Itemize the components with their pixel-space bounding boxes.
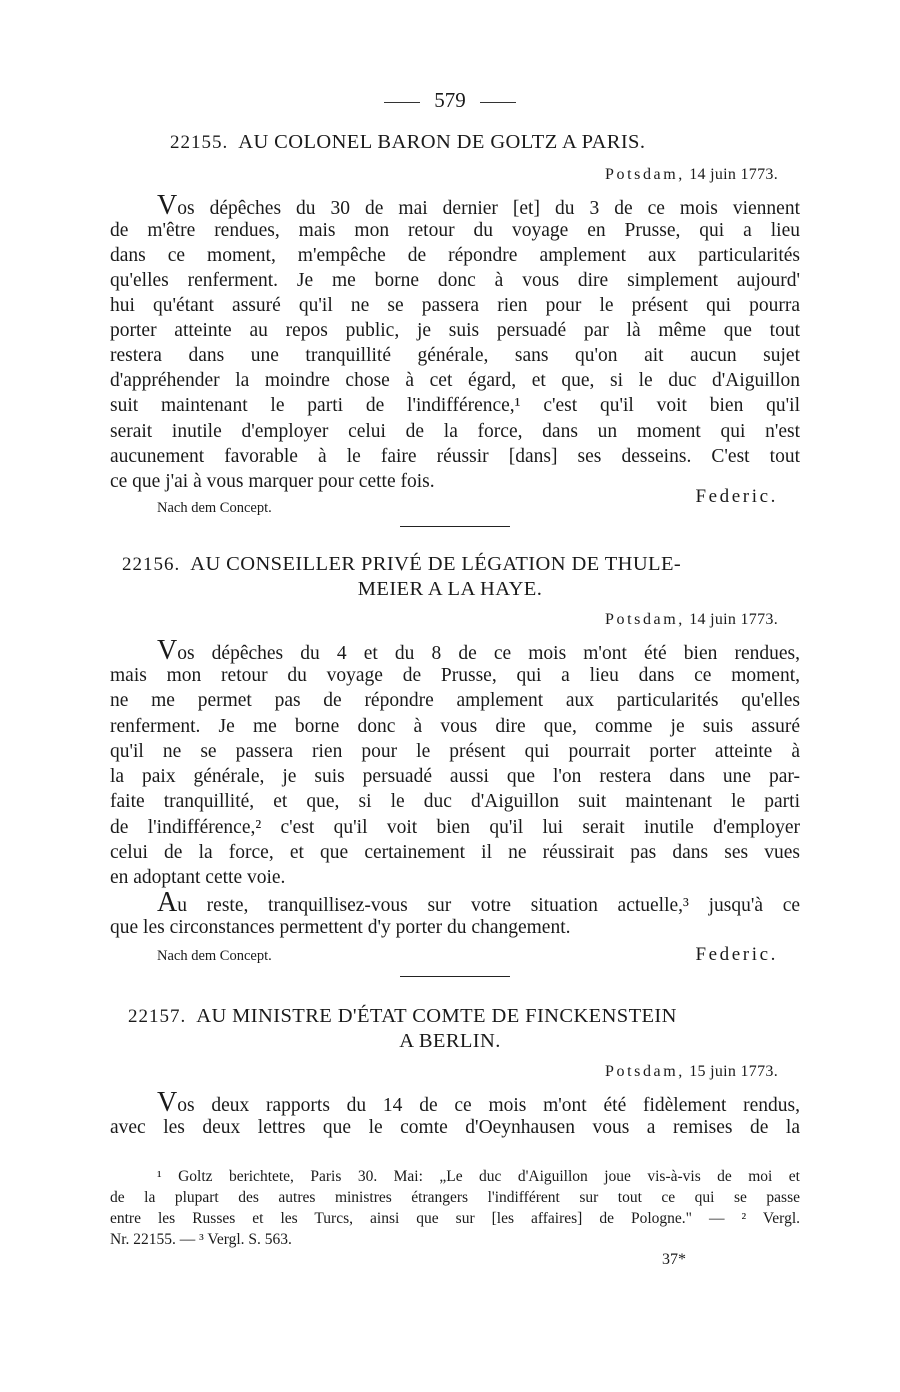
initial-capital: A — [157, 887, 178, 918]
paragraph-first-line: Vos dépêches du 4 et du 8 de ce mois m'ont été bien rendues, — [157, 635, 800, 666]
letter-number: 22156. — [122, 554, 181, 575]
paragraph-line: faite tranquillité, et que, si le duc d'Aiguillon suit maintenant le parti — [110, 791, 800, 812]
letter-place: Potsdam, — [604, 166, 685, 183]
page-number: 579 — [0, 88, 900, 113]
paragraph-last-line: que les circonstances permettent d'y porter du changement. — [110, 917, 571, 938]
initial-capital: V — [157, 635, 178, 666]
paragraph-first-line: Vos dépêches du 30 de mai dernier [et] du 3 de ce mois viennent — [157, 190, 800, 221]
paragraph-line: serait inutile d'employer celui de la force, dans un moment qui n'est — [110, 421, 800, 442]
paragraph-line: mais mon retour du voyage de Prusse, qui a lieu dans ce moment, — [110, 665, 800, 686]
letter-date: 14 juin 1773. — [689, 611, 778, 628]
source-note: Nach dem Concept. — [157, 948, 272, 964]
letter-title: AU MINISTRE D'ÉTAT COMTE DE FINCKENSTEIN — [196, 1005, 677, 1027]
signature: Federic. — [695, 944, 778, 965]
paragraph-last-line: ce que j'ai à vous marquer pour cette fois. — [110, 471, 435, 492]
paragraph-line: de l'indifférence,² c'est qu'il voit bien qu'il lui serait inutile d'employer — [110, 817, 800, 838]
footnote-line: Nr. 22155. — ³ Vergl. S. 563. — [110, 1231, 292, 1248]
printer-signature-mark: 37* — [662, 1251, 686, 1268]
letter-dateline — [605, 166, 778, 184]
letter-title: AU CONSEILLER PRIVÉ DE LÉGATION DE THULE- — [190, 553, 682, 575]
footnote-line: ¹ Goltz berichtete, Paris 30. Mai: „Le duc d'Aiguillon joue vis-à-vis de moi et — [157, 1168, 800, 1185]
paragraph-line: celui de la force, et que certainement il ne réussirait pas dans ses vues — [110, 842, 800, 863]
letter-heading — [122, 553, 681, 576]
paragraph-line: dans ce moment, m'empêche de répondre amplement aux particularités — [110, 245, 800, 266]
source-note: Nach dem Concept. — [157, 500, 272, 516]
paragraph-line: porter atteinte au repos public, je suis persuadé par là même que tout — [110, 320, 800, 341]
paragraph-last-line: en adoptant cette voie. — [110, 867, 286, 888]
paragraph-first-line: Au reste, tranquillisez-vous sur votre situation actuelle,³ jusqu'à ce — [157, 887, 800, 918]
paragraph-line: la paix générale, je suis persuadé aussi que l'on restera dans une par- — [110, 766, 800, 787]
page-number-dash-left — [384, 102, 420, 103]
letter-heading — [170, 131, 645, 154]
footnote-line: de la plupart des autres ministres étrangers l'indifférent sur tout ce qui se passe — [110, 1189, 800, 1206]
section-divider — [400, 526, 510, 527]
paragraph-line: ne me permet pas de répondre amplement aux particularités qu'elles — [110, 690, 800, 711]
paragraph-line: d'appréhender la moindre chose à cet égard, et que, si le duc d'Aiguillon — [110, 370, 800, 391]
letter-place: Potsdam, — [604, 1063, 685, 1080]
letter-date: 15 juin 1773. — [689, 1063, 778, 1080]
paragraph-line: qu'elles renferment. Je me borne donc à vous dire simplement aujourd' — [110, 270, 800, 291]
signature: Federic. — [695, 486, 778, 507]
paragraph-line: suit maintenant le parti de l'indifférence,¹ c'est qu'il voit bien qu'il — [110, 395, 800, 416]
letter-dateline — [605, 611, 778, 629]
letter-dateline — [605, 1063, 778, 1081]
letter-place: Potsdam, — [604, 611, 685, 628]
letter-title-continued: A BERLIN. — [399, 1030, 501, 1052]
initial-capital: V — [157, 190, 178, 221]
paragraph-line: aucunement favorable à le faire réussir [dans] ses desseins. C'est tout — [110, 446, 800, 467]
paragraph-line: restera dans une tranquillité générale, sans qu'on ait aucun sujet — [110, 345, 800, 366]
initial-capital: V — [157, 1087, 178, 1118]
page-number-dash-right — [480, 102, 516, 103]
letter-title: AU COLONEL BARON DE GOLTZ A PARIS. — [238, 131, 646, 153]
paragraph-line: de m'être rendues, mais mon retour du voyage en Prusse, qui a lieu — [110, 220, 800, 241]
section-divider — [400, 976, 510, 977]
paragraph-line: renferment. Je me borne donc à vous dire que, comme je suis assuré — [110, 716, 800, 737]
paragraph-line: qu'il ne se passera rien pour le présent qui pourrait porter atteinte à — [110, 741, 800, 762]
paragraph-first-line: Vos deux rapports du 14 de ce mois m'ont été fidèlement rendus, — [157, 1087, 800, 1118]
letter-number: 22155. — [170, 132, 229, 153]
letter-number: 22157. — [128, 1006, 187, 1027]
letter-date: 14 juin 1773. — [689, 166, 778, 183]
letter-title-continued: MEIER A LA HAYE. — [357, 578, 543, 600]
paragraph-line: hui qu'étant assuré qu'il ne se passera rien pour le présent qui pourra — [110, 295, 800, 316]
letter-heading — [128, 1005, 677, 1028]
paragraph-line: avec les deux lettres que le comte d'Oeynhausen vous a remises de la — [110, 1117, 800, 1138]
footnote-line: entre les Russes et les Turcs, ainsi que sur [les affaires] de Pologne." — ² Vergl. — [110, 1210, 800, 1227]
